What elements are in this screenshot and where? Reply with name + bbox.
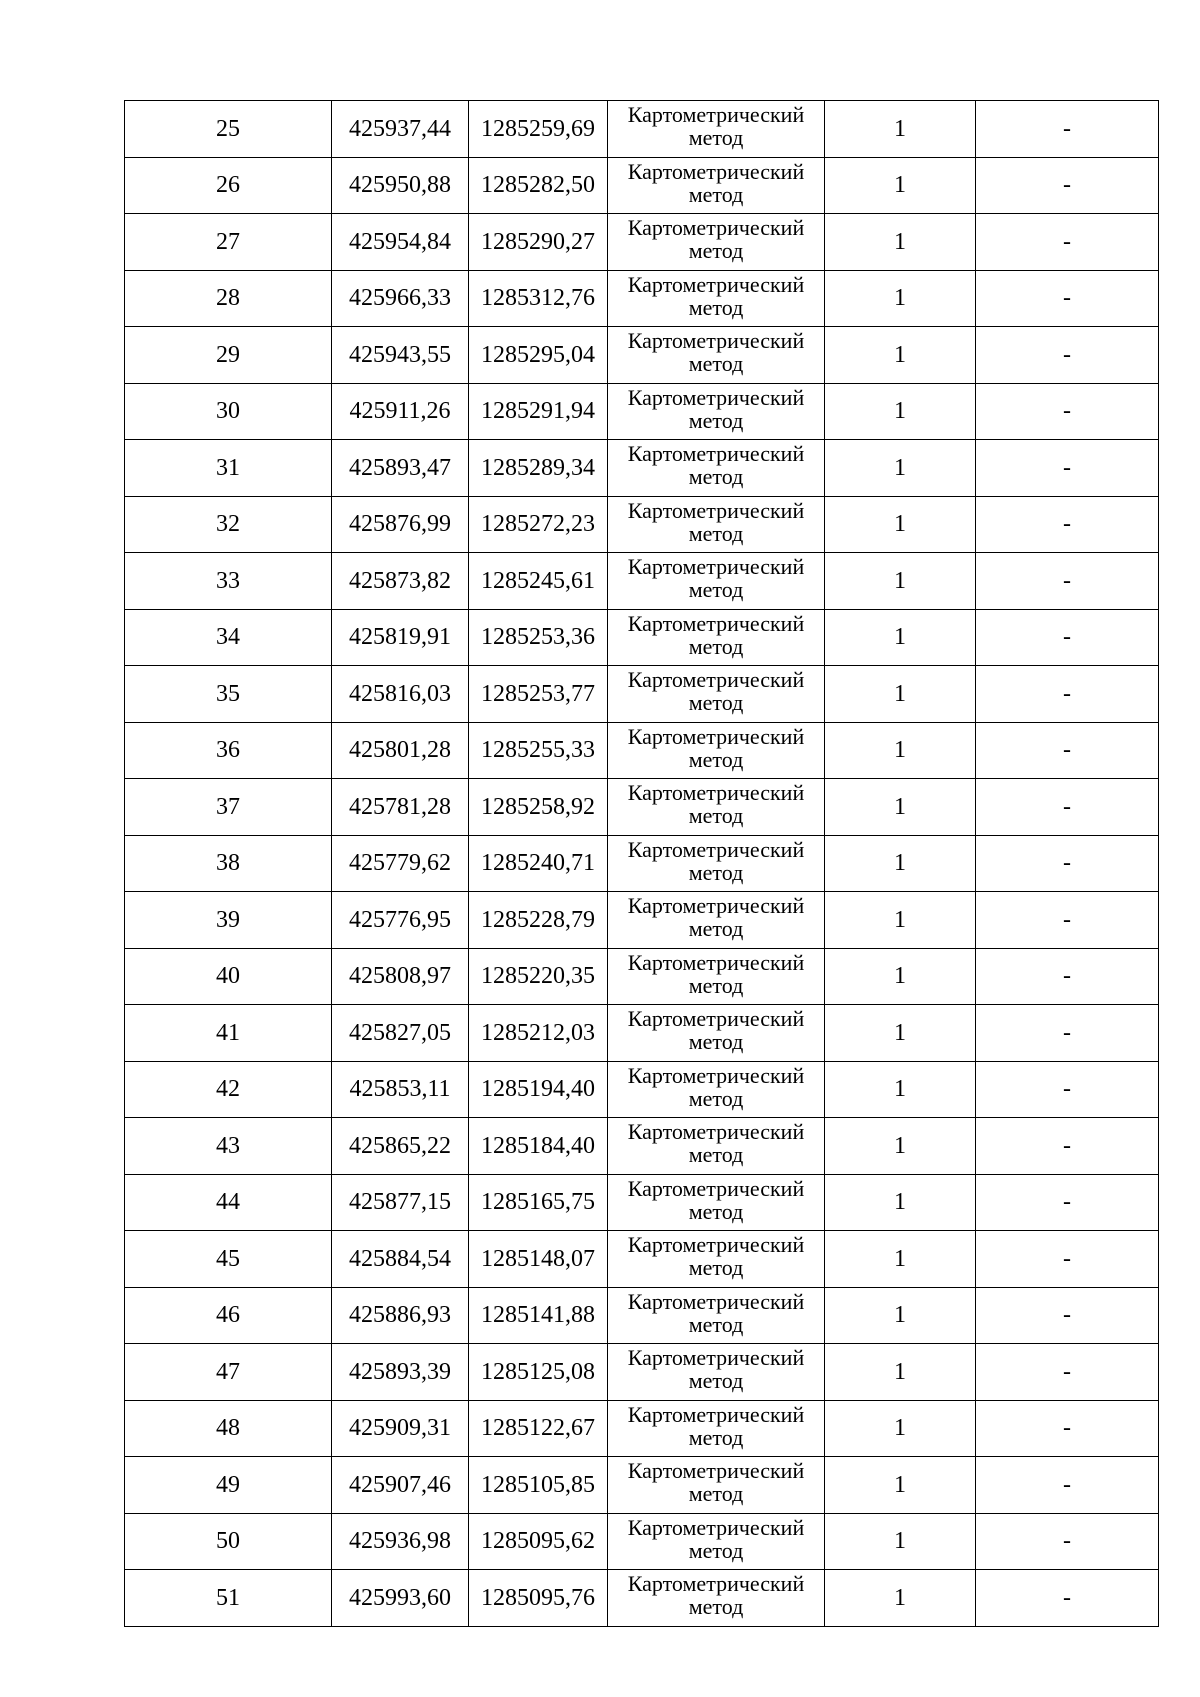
description-cell: -: [976, 779, 1159, 836]
coordinate-y-cell: 1285095,76: [469, 1570, 608, 1627]
description-cell: -: [976, 327, 1159, 384]
precision-cell: 1: [825, 1457, 976, 1514]
point-number-cell: 44: [125, 1174, 332, 1231]
method-cell: [608, 722, 825, 779]
method-cell: [608, 1400, 825, 1457]
point-number-cell: 36: [125, 722, 332, 779]
precision-cell: 1: [825, 779, 976, 836]
description-cell: -: [976, 101, 1159, 158]
description-cell: -: [976, 1118, 1159, 1175]
method-line-2: метод: [688, 803, 744, 828]
coordinate-x-cell: 425936,98: [332, 1513, 469, 1570]
method-line-1: Картометрический: [627, 1062, 805, 1088]
method-line-1: Картометрический: [627, 1401, 805, 1427]
coordinate-y-cell: 1285194,40: [469, 1061, 608, 1118]
precision-cell: 1: [825, 383, 976, 440]
precision-cell: 1: [825, 1570, 976, 1627]
point-number-cell: 34: [125, 609, 332, 666]
table-row: [125, 1457, 1159, 1514]
method-line-2: метод: [688, 1594, 744, 1619]
method-cell: [608, 892, 825, 949]
method-line-2: метод: [688, 1481, 744, 1506]
precision-cell: 1: [825, 214, 976, 271]
coordinate-x-cell: 425776,95: [332, 892, 469, 949]
method-cell: [608, 383, 825, 440]
coordinate-y-cell: 1285255,33: [469, 722, 608, 779]
coordinate-x-cell: 425993,60: [332, 1570, 469, 1627]
precision-cell: 1: [825, 948, 976, 1005]
coordinate-x-cell: 425876,99: [332, 496, 469, 553]
table-row: [125, 1570, 1159, 1627]
coordinate-x-cell: 425873,82: [332, 553, 469, 610]
method-line-1: Картометрический: [627, 1458, 805, 1483]
table-row: [125, 722, 1159, 779]
table-row: [125, 1118, 1159, 1175]
method-cell: [608, 1118, 825, 1175]
description-cell: -: [976, 1457, 1159, 1514]
point-number-cell: 47: [125, 1344, 332, 1401]
method-line-2: метод: [688, 294, 744, 320]
description-cell: -: [976, 666, 1159, 723]
coordinate-y-cell: 1285125,08: [469, 1344, 608, 1401]
method-cell: [608, 327, 825, 384]
coordinate-x-cell: 425911,26: [332, 383, 469, 440]
description-cell: -: [976, 496, 1159, 553]
coordinate-x-cell: 425816,03: [332, 666, 469, 723]
coordinate-x-cell: 425909,31: [332, 1400, 469, 1457]
table-row: [125, 157, 1159, 214]
method-line-1: Картометрический: [627, 271, 805, 297]
method-line-2: метод: [688, 1537, 744, 1563]
method-line-1: Картометрический: [627, 1006, 805, 1031]
coordinate-x-cell: 425884,54: [332, 1231, 469, 1288]
description-cell: -: [976, 214, 1159, 271]
description-cell: -: [976, 1513, 1159, 1570]
coordinate-y-cell: 1285253,77: [469, 666, 608, 723]
method-line-1: Картометрический: [627, 102, 805, 127]
precision-cell: 1: [825, 101, 976, 158]
table-row: [125, 496, 1159, 553]
method-line-1: Картометрический: [627, 158, 805, 184]
description-cell: -: [976, 1344, 1159, 1401]
method-line-2: метод: [688, 351, 744, 376]
point-number-cell: 41: [125, 1005, 332, 1062]
point-number-cell: 50: [125, 1513, 332, 1570]
method-line-1: Картометрический: [627, 949, 805, 975]
method-line-2: метод: [688, 1142, 744, 1167]
precision-cell: 1: [825, 1513, 976, 1570]
method-cell: [608, 553, 825, 610]
method-line-2: метод: [688, 1368, 744, 1393]
coordinate-x-cell: 425827,05: [332, 1005, 469, 1062]
description-cell: -: [976, 383, 1159, 440]
precision-cell: 1: [825, 1231, 976, 1288]
table-row: [125, 1231, 1159, 1288]
method-cell: [608, 440, 825, 497]
precision-cell: 1: [825, 835, 976, 892]
precision-cell: 1: [825, 1400, 976, 1457]
coordinate-x-cell: 425853,11: [332, 1061, 469, 1118]
precision-cell: 1: [825, 1287, 976, 1344]
precision-cell: 1: [825, 1344, 976, 1401]
coordinate-y-cell: 1285212,03: [469, 1005, 608, 1062]
table-row: [125, 1287, 1159, 1344]
method-line-1: Картометрический: [627, 723, 805, 749]
table-row: [125, 101, 1159, 158]
description-cell: -: [976, 835, 1159, 892]
table-row: [125, 779, 1159, 836]
description-cell: -: [976, 1231, 1159, 1288]
point-number-cell: 33: [125, 553, 332, 610]
method-line-2: метод: [688, 181, 744, 207]
method-cell: [608, 1457, 825, 1514]
coordinate-y-cell: 1285184,40: [469, 1118, 608, 1175]
coordinate-x-cell: 425877,15: [332, 1174, 469, 1231]
point-number-cell: 45: [125, 1231, 332, 1288]
method-cell: [608, 1061, 825, 1118]
coordinate-y-cell: 1285282,50: [469, 157, 608, 214]
coordinate-x-cell: 425907,46: [332, 1457, 469, 1514]
point-number-cell: 30: [125, 383, 332, 440]
precision-cell: 1: [825, 496, 976, 553]
coordinate-y-cell: 1285148,07: [469, 1231, 608, 1288]
description-cell: -: [976, 553, 1159, 610]
coordinate-x-cell: 425893,39: [332, 1344, 469, 1401]
method-cell: [608, 1174, 825, 1231]
coordinate-x-cell: 425943,55: [332, 327, 469, 384]
point-number-cell: 27: [125, 214, 332, 271]
method-cell: [608, 157, 825, 214]
table-row: [125, 835, 1159, 892]
coordinate-y-cell: 1285141,88: [469, 1287, 608, 1344]
coordinate-x-cell: 425954,84: [332, 214, 469, 271]
table-row: [125, 1174, 1159, 1231]
method-line-2: метод: [688, 690, 744, 715]
method-line-2: метод: [688, 859, 744, 885]
coordinate-x-cell: 425819,91: [332, 609, 469, 666]
table-row: [125, 1513, 1159, 1570]
method-cell: [608, 270, 825, 327]
method-line-1: Картометрический: [627, 1571, 805, 1596]
method-line-2: метод: [688, 464, 744, 489]
precision-cell: 1: [825, 609, 976, 666]
point-number-cell: 39: [125, 892, 332, 949]
method-cell: [608, 1005, 825, 1062]
coordinate-x-cell: 425779,62: [332, 835, 469, 892]
description-cell: -: [976, 1287, 1159, 1344]
method-cell: [608, 1344, 825, 1401]
table-body: [125, 101, 1159, 1627]
description-cell: -: [976, 1570, 1159, 1627]
description-cell: -: [976, 1005, 1159, 1062]
precision-cell: 1: [825, 1005, 976, 1062]
method-line-2: метод: [688, 125, 744, 150]
table-row: [125, 327, 1159, 384]
coordinate-x-cell: 425865,22: [332, 1118, 469, 1175]
coordinate-y-cell: 1285295,04: [469, 327, 608, 384]
description-cell: -: [976, 722, 1159, 779]
method-line-2: метод: [688, 1311, 744, 1337]
method-line-1: Картометрический: [627, 893, 805, 918]
description-cell: -: [976, 1174, 1159, 1231]
coordinate-y-cell: 1285228,79: [469, 892, 608, 949]
coordinate-y-cell: 1285122,67: [469, 1400, 608, 1457]
coordinate-x-cell: 425950,88: [332, 157, 469, 214]
method-cell: [608, 1231, 825, 1288]
method-line-2: метод: [688, 1029, 744, 1054]
method-cell: [608, 101, 825, 158]
precision-cell: 1: [825, 1061, 976, 1118]
table-row: [125, 1344, 1159, 1401]
point-number-cell: 28: [125, 270, 332, 327]
coordinate-y-cell: 1285105,85: [469, 1457, 608, 1514]
coordinate-x-cell: 425781,28: [332, 779, 469, 836]
coordinate-y-cell: 1285259,69: [469, 101, 608, 158]
point-number-cell: 37: [125, 779, 332, 836]
point-number-cell: 31: [125, 440, 332, 497]
coordinate-x-cell: 425801,28: [332, 722, 469, 779]
point-number-cell: 40: [125, 948, 332, 1005]
precision-cell: 1: [825, 1118, 976, 1175]
method-line-1: Картометрический: [627, 1119, 805, 1144]
table-row: [125, 214, 1159, 271]
method-line-2: метод: [688, 1198, 744, 1224]
method-line-2: метод: [688, 577, 744, 602]
table-row: [125, 666, 1159, 723]
method-cell: [608, 666, 825, 723]
point-number-cell: 26: [125, 157, 332, 214]
description-cell: -: [976, 440, 1159, 497]
coordinate-y-cell: 1285289,34: [469, 440, 608, 497]
method-cell: [608, 835, 825, 892]
point-number-cell: 35: [125, 666, 332, 723]
method-line-1: Картометрический: [627, 667, 805, 692]
method-line-1: Картометрический: [627, 1232, 805, 1257]
precision-cell: 1: [825, 892, 976, 949]
method-line-1: Картометрический: [627, 1175, 805, 1201]
description-cell: -: [976, 1061, 1159, 1118]
table-row: [125, 270, 1159, 327]
point-number-cell: 25: [125, 101, 332, 158]
table-row: [125, 1061, 1159, 1118]
method-line-2: метод: [688, 633, 744, 659]
table-row: [125, 440, 1159, 497]
point-number-cell: 38: [125, 835, 332, 892]
coordinate-y-cell: 1285220,35: [469, 948, 608, 1005]
table-row: [125, 553, 1159, 610]
precision-cell: 1: [825, 722, 976, 779]
precision-cell: 1: [825, 666, 976, 723]
method-line-2: метод: [688, 238, 744, 263]
precision-cell: 1: [825, 270, 976, 327]
description-cell: -: [976, 609, 1159, 666]
table-row: [125, 383, 1159, 440]
precision-cell: 1: [825, 157, 976, 214]
method-line-2: метод: [688, 1255, 744, 1280]
point-number-cell: 51: [125, 1570, 332, 1627]
method-line-1: Картометрический: [627, 610, 805, 636]
table-row: [125, 609, 1159, 666]
method-cell: [608, 779, 825, 836]
table-row: [125, 1400, 1159, 1457]
method-cell: [608, 609, 825, 666]
method-cell: [608, 496, 825, 553]
coordinate-x-cell: 425808,97: [332, 948, 469, 1005]
method-line-1: Картометрический: [627, 328, 805, 353]
coordinate-y-cell: 1285165,75: [469, 1174, 608, 1231]
table-row: [125, 1005, 1159, 1062]
coordinate-y-cell: 1285258,92: [469, 779, 608, 836]
method-line-2: метод: [688, 520, 744, 546]
description-cell: -: [976, 1400, 1159, 1457]
method-line-2: метод: [688, 746, 744, 772]
coordinate-x-cell: 425937,44: [332, 101, 469, 158]
method-line-1: Картометрический: [627, 215, 805, 240]
precision-cell: 1: [825, 553, 976, 610]
method-cell: [608, 948, 825, 1005]
coordinate-y-cell: 1285272,23: [469, 496, 608, 553]
precision-cell: 1: [825, 1174, 976, 1231]
coordinate-x-cell: 425886,93: [332, 1287, 469, 1344]
coordinate-y-cell: 1285312,76: [469, 270, 608, 327]
coordinate-x-cell: 425966,33: [332, 270, 469, 327]
point-number-cell: 46: [125, 1287, 332, 1344]
method-line-2: метод: [688, 1085, 744, 1111]
table-row: [125, 892, 1159, 949]
method-line-1: Картометрический: [627, 554, 805, 579]
point-number-cell: 48: [125, 1400, 332, 1457]
precision-cell: 1: [825, 327, 976, 384]
coordinate-y-cell: 1285095,62: [469, 1513, 608, 1570]
method-cell: [608, 1513, 825, 1570]
description-cell: -: [976, 948, 1159, 1005]
method-line-1: Картометрический: [627, 441, 805, 466]
point-number-cell: 29: [125, 327, 332, 384]
coordinate-y-cell: 1285240,71: [469, 835, 608, 892]
method-line-1: Картометрический: [627, 384, 805, 410]
method-line-1: Картометрический: [627, 497, 805, 523]
description-cell: -: [976, 892, 1159, 949]
method-cell: [608, 214, 825, 271]
method-line-2: метод: [688, 916, 744, 941]
precision-cell: 1: [825, 440, 976, 497]
method-line-1: Картометрический: [627, 780, 805, 805]
coordinate-y-cell: 1285290,27: [469, 214, 608, 271]
method-line-1: Картометрический: [627, 1345, 805, 1370]
method-line-2: метод: [688, 972, 744, 998]
coordinate-y-cell: 1285291,94: [469, 383, 608, 440]
point-number-cell: 49: [125, 1457, 332, 1514]
method-line-2: метод: [688, 1424, 744, 1450]
method-line-1: Картометрический: [627, 1514, 805, 1540]
method-cell: [608, 1570, 825, 1627]
coordinates-table: [124, 100, 1159, 1627]
point-number-cell: 32: [125, 496, 332, 553]
description-cell: -: [976, 270, 1159, 327]
coordinate-y-cell: 1285253,36: [469, 609, 608, 666]
method-line-2: метод: [688, 407, 744, 433]
coordinate-x-cell: 425893,47: [332, 440, 469, 497]
point-number-cell: 43: [125, 1118, 332, 1175]
method-line-1: Картометрический: [627, 836, 805, 862]
table-row: [125, 948, 1159, 1005]
point-number-cell: 42: [125, 1061, 332, 1118]
coordinate-y-cell: 1285245,61: [469, 553, 608, 610]
method-line-1: Картометрический: [627, 1288, 805, 1314]
method-cell: [608, 1287, 825, 1344]
description-cell: -: [976, 157, 1159, 214]
